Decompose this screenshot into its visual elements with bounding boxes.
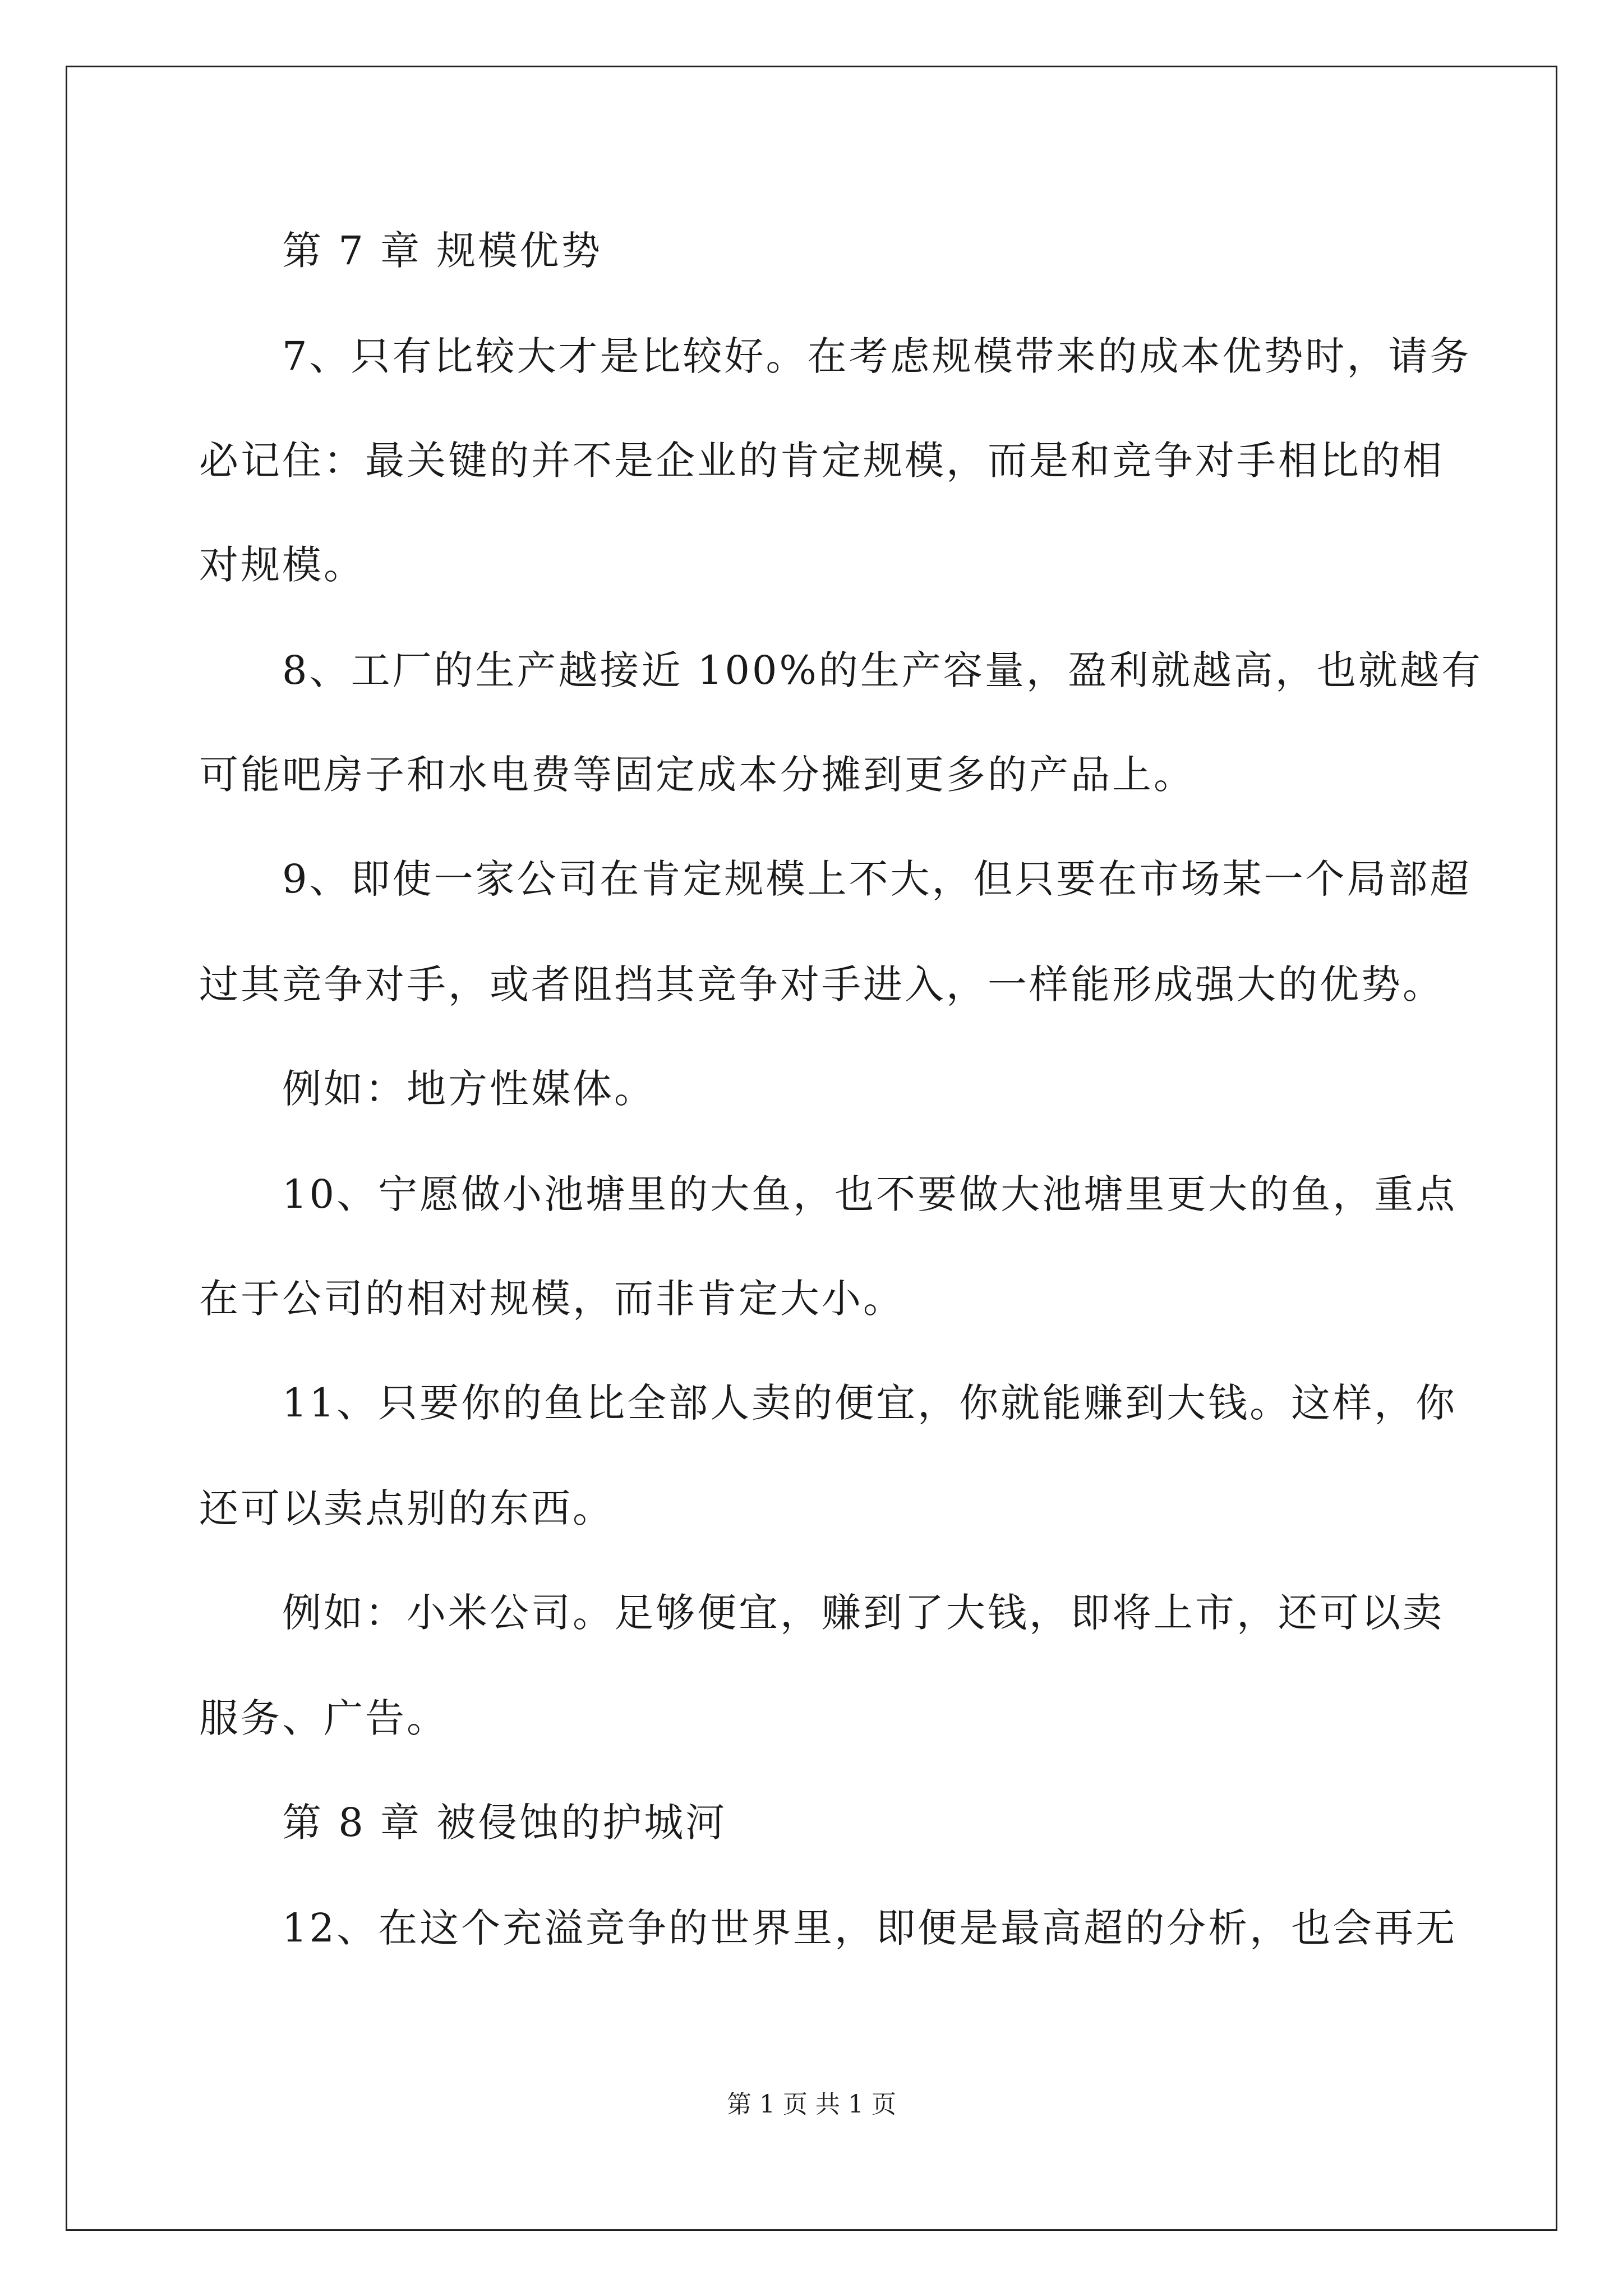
paragraph-line: 7、只有比较大才是比较好。在考虑规模带来的成本优势时，请务 bbox=[282, 333, 1472, 379]
paragraph-line: 必记住：最关键的并不是企业的肯定规模，而是和竞争对手相比的相 bbox=[199, 438, 1444, 484]
paragraph-line: 11、只要你的鱼比全部人卖的便宜，你就能赚到大钱。这样，你 bbox=[282, 1380, 1458, 1426]
paragraph-line: 过其竞争对手，或者阻挡其竞争对手进入，一样能形成强大的优势。 bbox=[199, 961, 1444, 1007]
paragraph-line: 12、在这个充溢竞争的世界里，即便是最高超的分析，也会再无 bbox=[282, 1905, 1458, 1951]
paragraph-line: 服务、广告。 bbox=[199, 1695, 448, 1741]
chapter-heading: 第 7 章 规模优势 bbox=[282, 228, 603, 274]
paragraph-line: 可能吧房子和水电费等固定成本分摊到更多的产品上。 bbox=[199, 752, 1195, 798]
paragraph-line: 例如：地方性媒体。 bbox=[282, 1066, 656, 1112]
paragraph-line: 8、工厂的生产越接近 100%的生产容量，盈利就越高，也就越有 bbox=[282, 647, 1483, 693]
chapter-heading: 第 8 章 被侵蚀的护城河 bbox=[282, 1800, 727, 1846]
paragraph-line: 例如：小米公司。足够便宜，赚到了大钱，即将上市，还可以卖 bbox=[282, 1590, 1444, 1636]
page-footer: 第 1 页 共 1 页 bbox=[727, 2090, 896, 2119]
paragraph-line: 还可以卖点别的东西。 bbox=[199, 1485, 614, 1531]
paragraph-line: 10、宁愿做小池塘里的大鱼，也不要做大池塘里更大的鱼，重点 bbox=[282, 1171, 1458, 1217]
paragraph-line: 在于公司的相对规模，而非肯定大小。 bbox=[199, 1276, 905, 1322]
paragraph-line: 对规模。 bbox=[199, 542, 365, 588]
paragraph-line: 9、即使一家公司在肯定规模上不大，但只要在市场某一个局部超 bbox=[282, 856, 1472, 902]
